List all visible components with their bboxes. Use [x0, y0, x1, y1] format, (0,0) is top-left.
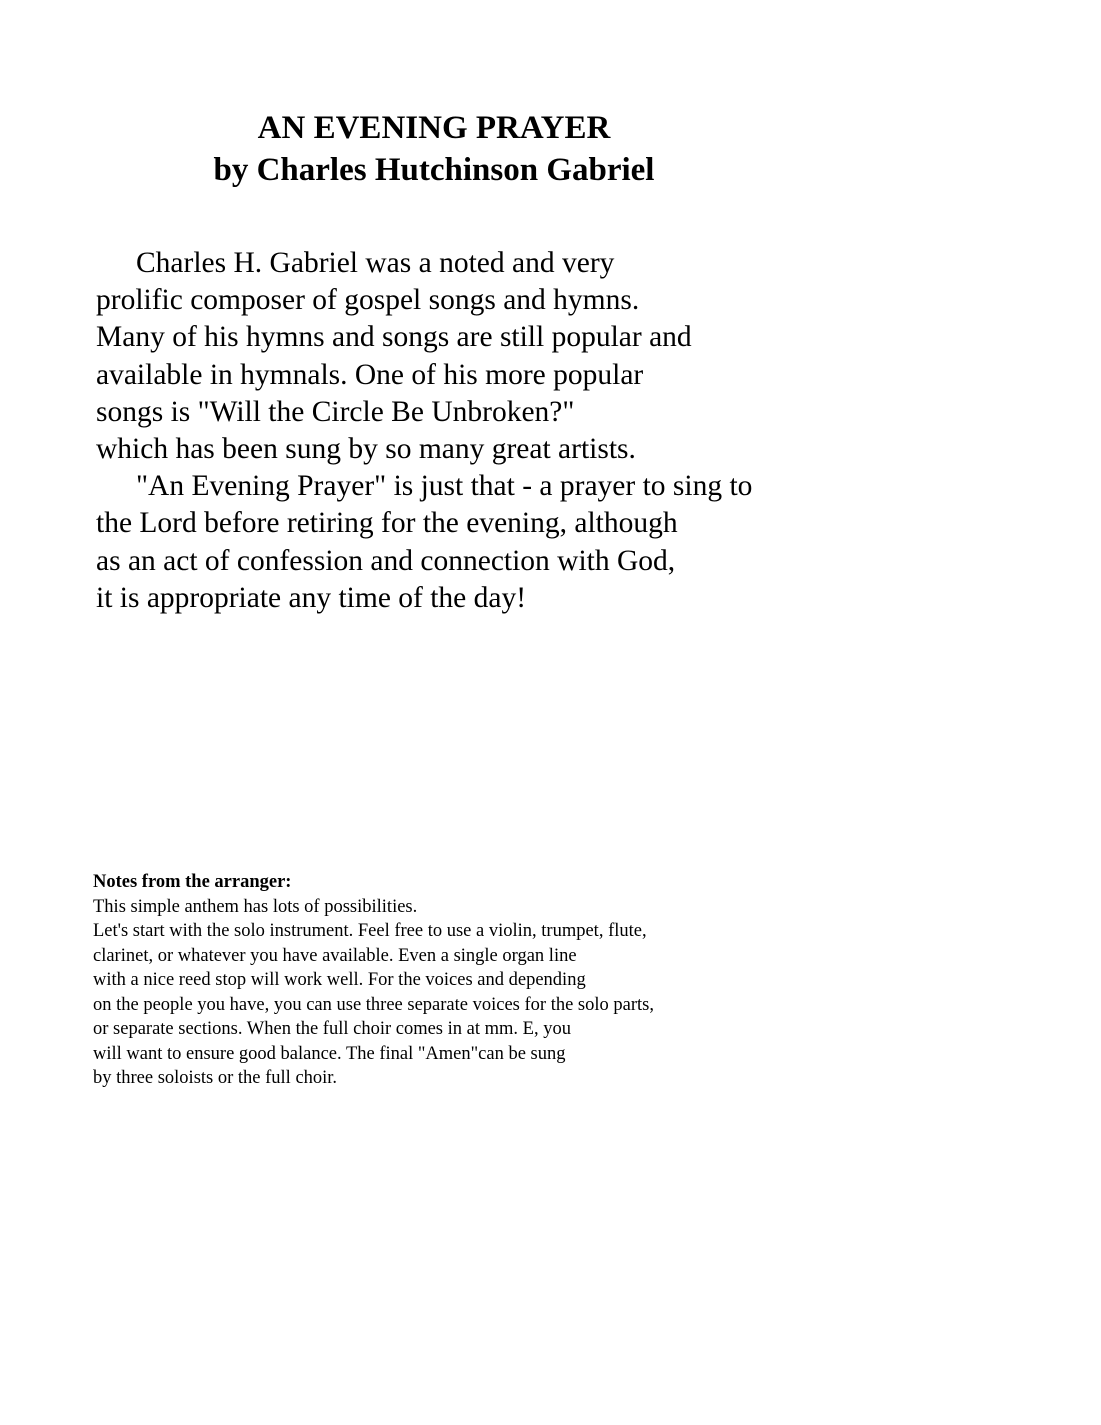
notes-line: by three soloists or the full choir. [93, 1068, 338, 1088]
intro-line: it is appropriate any time of the day! [96, 581, 527, 614]
intro-line: songs is "Will the Circle Be Unbroken?" [96, 395, 575, 428]
notes-line: Let's start with the solo instrument. Feel free to use a violin, trumpet, flute, [93, 921, 647, 941]
intro-line: available in hymnals. One of his more popular [96, 358, 644, 391]
notes-line: will want to ensure good balance. The final "Amen"can be sung [93, 1043, 566, 1064]
document-author: by Charles Hutchinson Gabriel [213, 152, 655, 188]
intro-line: prolific composer of gospel songs and hymns. [96, 284, 640, 317]
arranger-notes [93, 870, 1073, 1091]
notes-heading: Notes from the arranger: [93, 872, 292, 892]
notes-line: This simple anthem has lots of possibilities. [93, 896, 418, 917]
notes-line: clarinet, or whatever you have available. Even a single organ line [93, 945, 577, 966]
intro-line: Many of his hymns and songs are still popular and [96, 321, 692, 354]
title-block [0, 107, 868, 191]
intro-line: which has been sung by so many great artists. [96, 433, 636, 466]
notes-line: or separate sections. When the full choir comes in at mm. E, you [93, 1019, 571, 1039]
intro-paragraph [96, 245, 1096, 617]
notes-line: on the people you have, you can use three separate voices for the solo parts, [93, 994, 654, 1015]
intro-line: as an act of confession and connection with God, [96, 544, 676, 577]
intro-line: "An Evening Prayer" is just that - a prayer to sing to [136, 470, 753, 503]
intro-line: the Lord before retiring for the evening, although [96, 507, 678, 540]
notes-line: with a nice reed stop will work well. For the voices and depending [93, 970, 586, 990]
intro-line: Charles H. Gabriel was a noted and very [136, 247, 615, 279]
document-title: AN EVENING PRAYER [257, 110, 611, 146]
